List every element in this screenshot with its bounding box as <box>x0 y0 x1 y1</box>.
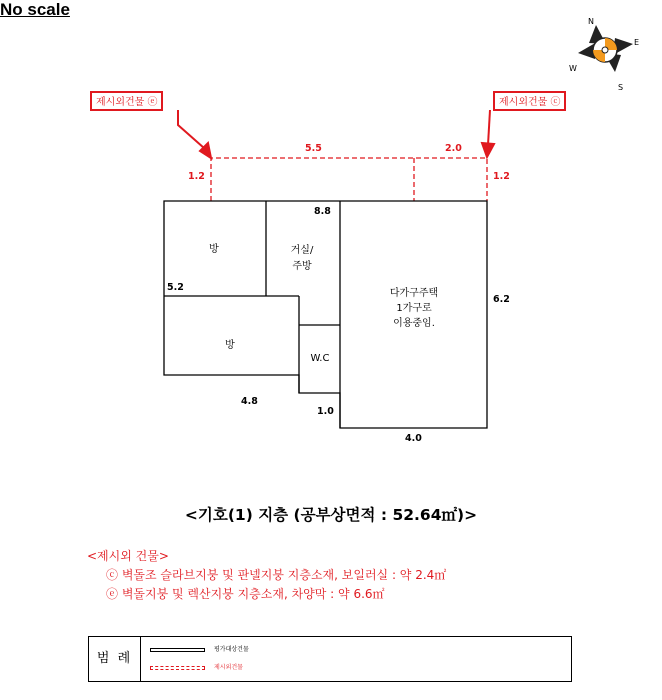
compass-e: E <box>634 38 640 47</box>
dim-dashed-depth-right: 1.2 <box>493 171 510 182</box>
notes-heading: <제시외 건물> <box>87 549 169 563</box>
living-label-1: 거실/ <box>290 245 314 256</box>
compass-s: S <box>618 83 624 92</box>
dim-dashed-depth-left: 1.2 <box>188 171 205 182</box>
legend-subject-label: 평가대상건물 <box>214 646 249 653</box>
legend-solid-swatch <box>150 648 205 652</box>
no-scale-label: No scale <box>0 0 70 19</box>
floor-title: <기호(1) 지층 (공부상면적 : 52.64㎡)> <box>184 506 478 524</box>
legend-dashed-swatch <box>150 666 205 670</box>
dim-bottom-left: 4.8 <box>241 396 258 407</box>
dim-wc-width: 1.0 <box>317 406 334 417</box>
building-walls <box>164 201 487 428</box>
legend-caption: 범 례 <box>89 637 141 681</box>
legend-extra-label: 제시외건물 <box>214 664 243 671</box>
dim-top-dashed-right: 2.0 <box>445 143 462 154</box>
compass-icon <box>569 17 639 92</box>
dim-left-upper: 5.2 <box>167 282 184 293</box>
living-label-2: 주방 <box>292 261 312 272</box>
compass-w: W <box>569 64 577 73</box>
note-c: ⓒ 벽돌조 슬라브지붕 및 판넬지붕 지층소재, 보일러실 : 약 2.4㎡ <box>106 568 447 582</box>
extra-building-notes <box>87 547 446 604</box>
dim-right-height: 6.2 <box>493 294 510 305</box>
dim-bottom-right: 4.0 <box>405 433 422 444</box>
legend-box <box>88 636 572 682</box>
big-room-label-1: 다가구주택 <box>389 288 439 299</box>
callout-extra-building-e: 제시외건물 ⓔ <box>90 91 163 111</box>
compass-n: N <box>588 17 594 26</box>
dim-top-main: 8.8 <box>314 206 331 217</box>
extra-building-outline <box>211 158 487 201</box>
big-room-label-2: 1가구로 <box>396 303 432 314</box>
room-upper-label: 방 <box>209 244 219 255</box>
note-e: ⓔ 벽돌지붕 및 렉산지붕 지층소재, 차양막 : 약 6.6㎡ <box>106 587 385 601</box>
room-lower-label: 방 <box>225 340 235 351</box>
legend-item-subject <box>150 646 249 654</box>
callout-extra-building-c: 제시외건물 ⓒ <box>493 91 566 111</box>
wc-label: W.C <box>310 353 330 364</box>
legend-item-extra <box>150 664 243 672</box>
big-room-label-3: 이용중임. <box>393 318 435 329</box>
dim-top-dashed-left: 5.5 <box>305 143 322 154</box>
